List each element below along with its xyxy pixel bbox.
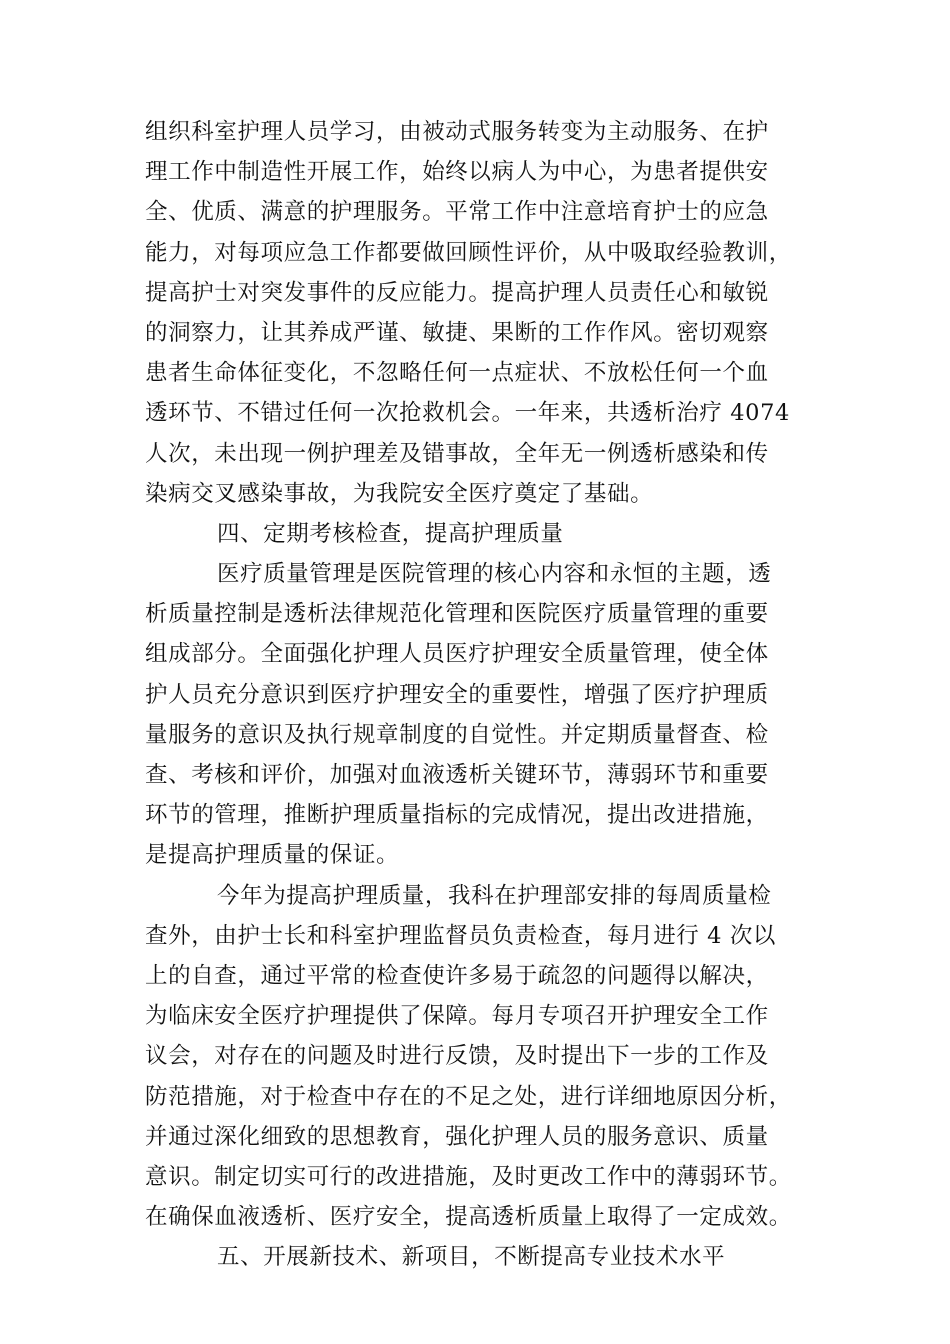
text-line: 全、优质、满意的护理服务。平常工作中注意培育护士的应急	[145, 199, 769, 226]
text-line: 透环节、不错过任何一次抢救机会。一年来，共透析治疗 4074	[145, 400, 790, 427]
text-line: 上的自查，通过平常的检查使许多易于疏忽的问题得以解决，	[145, 962, 769, 989]
text-line: 能力，对每项应急工作都要做回顾性评价，从中吸取经验教训，	[145, 239, 792, 266]
text-line: 人次，未出现一例护理差及错事故，全年无一例透析感染和传	[145, 440, 769, 467]
text-line: 组织科室护理人员学习，由被动式服务转变为主动服务、在护	[145, 119, 769, 145]
section-heading-four: 四、定期考核检查，提高护理质量	[217, 520, 564, 547]
paragraph-start: 今年为提高护理质量，我科在护理部安排的每周质量检	[217, 882, 772, 909]
text-line: 查、考核和评价，加强对血液透析关键环节，薄弱环节和重要	[145, 762, 769, 788]
text-line: 提高护士对突发事件的反应能力。提高护理人员责任心和敏锐	[145, 279, 769, 306]
text-line: 析质量控制是透析法律规范化管理和医院医疗质量管理的重要	[145, 601, 769, 628]
text-line: 为临床安全医疗护理提供了保障。每月专项召开护理安全工作	[145, 1003, 769, 1030]
text-line: 患者生命体征变化，不忽略任何一点症状、不放松任何一个血	[145, 360, 769, 387]
document-body	[145, 112, 807, 1277]
text-line: 议会，对存在的问题及时进行反馈，及时提出下一步的工作及	[145, 1043, 769, 1070]
section-heading-five: 五、开展新技术、新项目，不断提高专业技术水平	[217, 1244, 726, 1271]
text-line: 是提高护理质量的保证。	[145, 842, 400, 869]
text-line: 护人员充分意识到医疗护理安全的重要性，增强了医疗护理质	[145, 681, 769, 708]
paragraph-start: 医疗质量管理是医院管理的核心内容和永恒的主题，透	[217, 561, 772, 588]
text-line: 查外，由护士长和科室护理监督员负责检查，每月进行 4 次以	[145, 922, 777, 949]
text-line: 染病交叉感染事故，为我院安全医疗奠定了基础。	[145, 480, 654, 507]
text-line: 的洞察力，让其养成严谨、敏捷、果断的工作作风。密切观察	[145, 319, 769, 346]
text-line: 并通过深化细致的思想教育，强化护理人员的服务意识、质量	[145, 1123, 769, 1150]
text-line: 理工作中制造性开展工作，始终以病人为中心，为患者提供安	[145, 159, 769, 186]
text-line: 组成部分。全面强化护理人员医疗护理安全质量管理，使全体	[145, 641, 769, 668]
text-line: 环节的管理，推断护理质量指标的完成情况，提出改进措施，	[145, 802, 769, 829]
text-line: 意识。制定切实可行的改进措施，及时更改工作中的薄弱环节。	[145, 1163, 792, 1190]
text-line: 防范措施，对于检查中存在的不足之处，进行详细地原因分析，	[145, 1083, 792, 1110]
text-line: 量服务的意识及执行规章制度的自觉性。并定期质量督查、检	[145, 721, 769, 748]
text-line: 在确保血液透析、医疗安全，提高透析质量上取得了一定成效。	[145, 1204, 792, 1231]
